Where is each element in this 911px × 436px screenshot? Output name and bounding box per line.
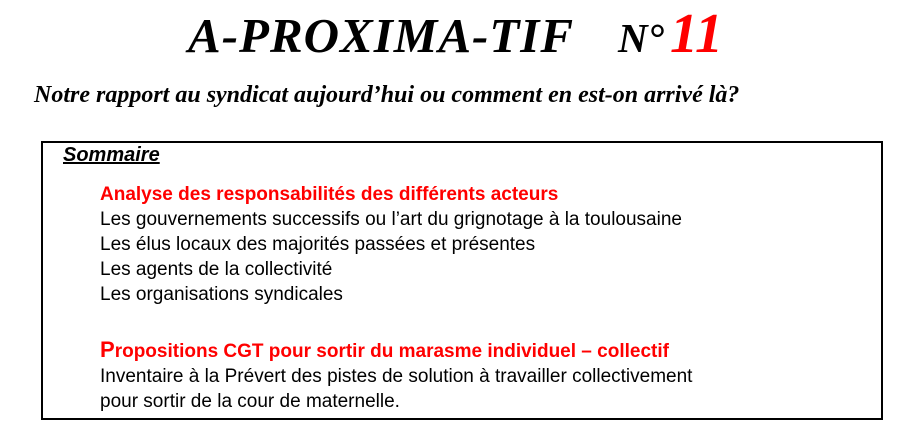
section-title-rest: ropositions CGT pour sortir du marasme individuel – collectif bbox=[114, 341, 669, 362]
subtitle: Notre rapport au syndicat aujourd’hui ou comment en est-on arrivé là? bbox=[34, 82, 740, 108]
summary-line: Les gouvernements successifs ou l’art du grignotage à la toulousaine bbox=[100, 209, 682, 230]
summary-line: Les élus locaux des majorités passées et présentes bbox=[100, 234, 536, 255]
masthead bbox=[0, 2, 911, 66]
summary-section-proposals bbox=[100, 338, 692, 414]
summary-section-analysis bbox=[100, 183, 682, 307]
summary-line: pour sortir de la cour de maternelle. bbox=[100, 391, 400, 412]
issue-number-prefix: N° bbox=[618, 15, 665, 61]
section-title-initial: P bbox=[100, 337, 115, 362]
issue-number: 11 bbox=[670, 3, 723, 65]
newsletter-title: A-PROXIMA-TIF bbox=[188, 8, 575, 63]
summary-line: Inventaire à la Prévert des pistes de solution à travailler collectivement bbox=[100, 366, 693, 387]
summary-line: Les agents de la collectivité bbox=[100, 259, 333, 280]
summary-box bbox=[41, 141, 883, 420]
section-title: Analyse des responsabilités des différents acteurs bbox=[100, 184, 559, 205]
section-title bbox=[100, 338, 692, 364]
summary-line: Les organisations syndicales bbox=[100, 284, 343, 305]
summary-heading: Sommaire bbox=[63, 144, 160, 166]
